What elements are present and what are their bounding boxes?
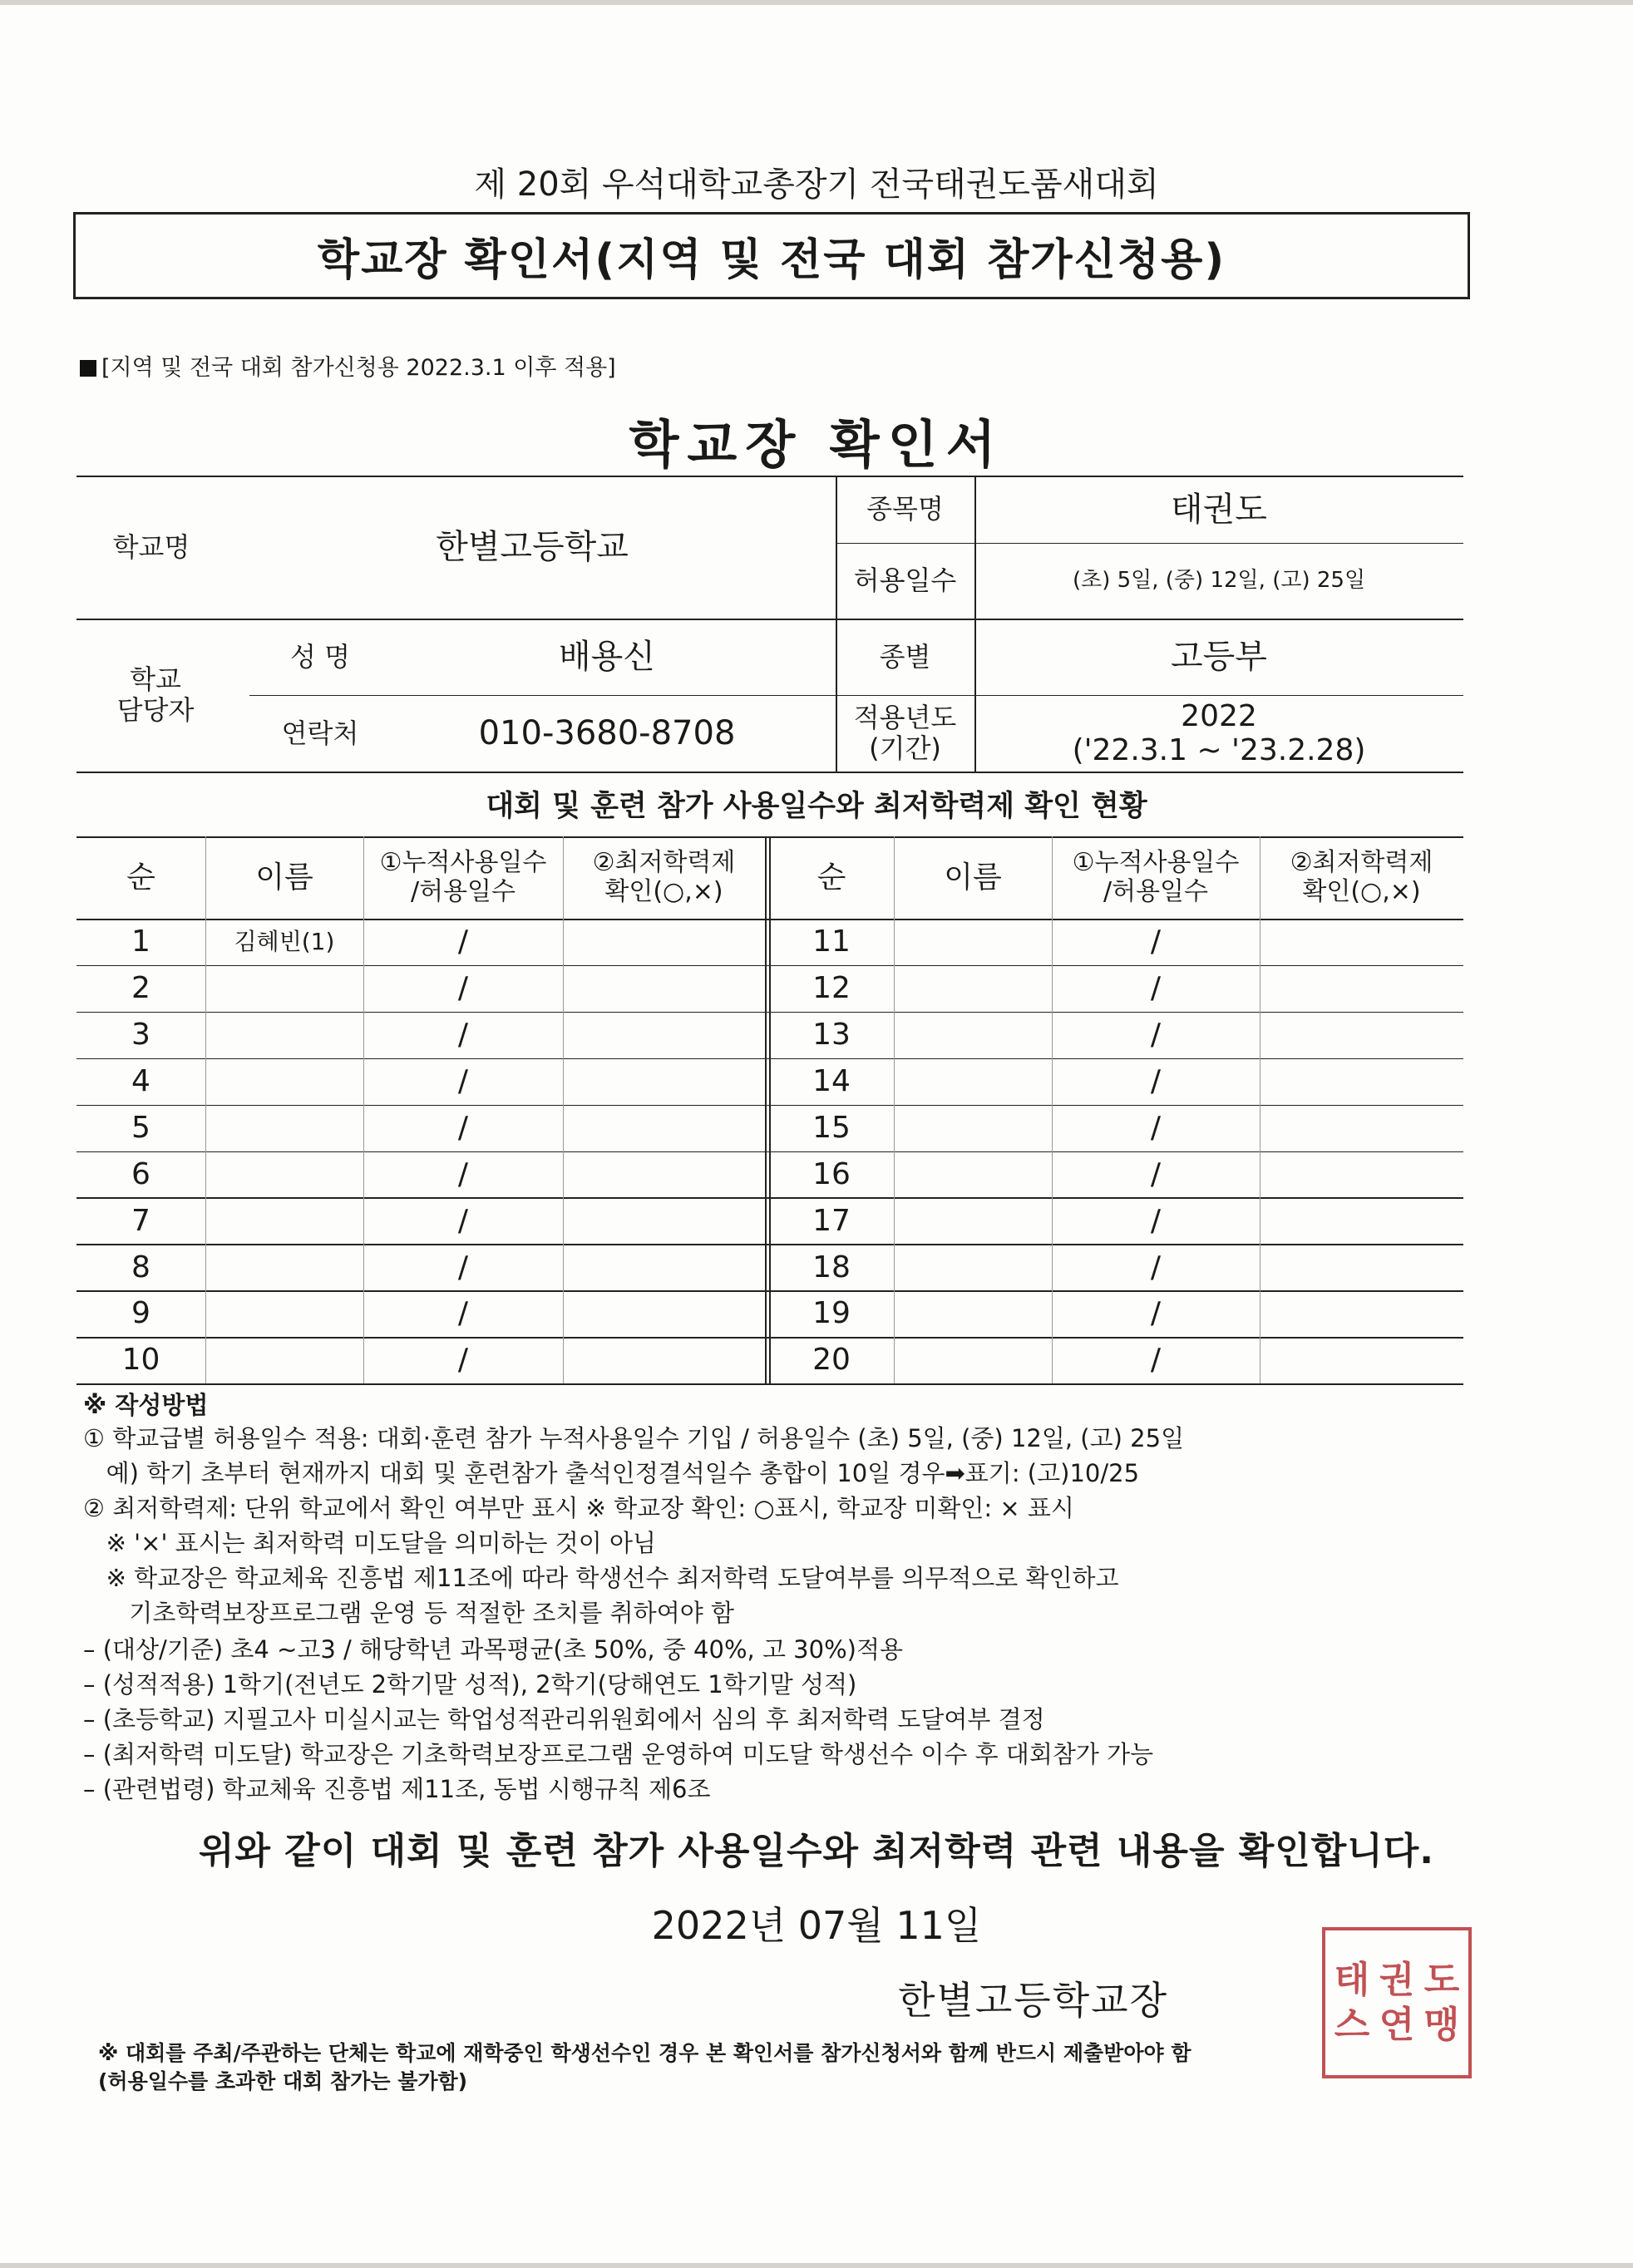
row-days: / xyxy=(1150,1250,1162,1284)
column-divider xyxy=(563,836,564,1383)
row-name xyxy=(205,1337,363,1383)
seal-glyph: 연 xyxy=(1379,2004,1415,2046)
row-name xyxy=(894,1058,1052,1105)
row-no: 17 xyxy=(812,1203,851,1238)
row-days: / xyxy=(457,924,469,959)
seal-glyph: 스 xyxy=(1334,2004,1370,2046)
column-divider xyxy=(205,836,206,1383)
row-days: / xyxy=(457,971,469,1006)
status-title: 대회 및 훈련 참가 사용일수와 최저학력제 확인 현황 xyxy=(486,790,1147,823)
row-no: 13 xyxy=(812,1018,851,1053)
row-days: / xyxy=(457,1018,469,1053)
row-check xyxy=(1260,1058,1463,1105)
main-title: 학교장 확인서 xyxy=(629,414,1004,475)
row-name xyxy=(205,1290,363,1337)
seal-glyph: 맹 xyxy=(1423,2004,1460,2046)
school-name: 한별고등학교 xyxy=(436,528,629,566)
row-no: 14 xyxy=(812,1063,851,1098)
row-name xyxy=(894,1151,1052,1198)
school-label: 학교명 xyxy=(112,530,190,563)
col-days-right: ①누적사용일수 /허용일수 xyxy=(1072,848,1240,906)
col-days-left: ①누적사용일수 /허용일수 xyxy=(379,848,547,906)
row-check xyxy=(563,1197,765,1244)
row-check xyxy=(563,1151,765,1198)
col-no-right: 순 xyxy=(816,860,846,895)
row-check xyxy=(563,1290,765,1337)
row-no: 10 xyxy=(121,1343,160,1378)
form-title: 학교장 확인서(지역 및 전국 대회 참가신청용) xyxy=(73,212,1470,299)
column-divider xyxy=(363,836,364,1383)
row-days: / xyxy=(457,1203,469,1238)
method-line: 기초학력보장프로그램 운영 등 적절한 조치를 취하여야 함 xyxy=(83,1599,734,1627)
row-check xyxy=(1260,1197,1463,1244)
method-line: ② 최저학력제: 단위 학교에서 확인 여부만 표시 ※ 학교장 확인: ○표시, 학교장 미확인: × 표시 xyxy=(83,1494,1074,1522)
seal-glyph: 권 xyxy=(1379,1959,1415,2001)
row-no: 6 xyxy=(131,1156,150,1191)
row-name xyxy=(205,1058,363,1105)
row-name xyxy=(894,1337,1052,1383)
row-name xyxy=(894,919,1052,965)
row-name: 김혜빈(1) xyxy=(234,927,335,955)
row-days: / xyxy=(1150,1110,1162,1145)
row-no: 7 xyxy=(131,1203,150,1238)
footnote-1: ※ 대회를 주최/주관하는 단체는 학교에 재학중인 학생선수인 경우 본 확인서를 참가신청서와 함께 반드시 제출받아야 함 xyxy=(98,2041,1191,2065)
method-line: 예) 학기 초부터 현재까지 대회 및 훈련참가 출석인정결석일수 총합이 10일 경우➡표기: (고)10/25 xyxy=(83,1459,1140,1487)
method-line: – (관련법령) 학교체육 진흥법 제11조, 동법 시행규칙 제6조 xyxy=(83,1775,711,1803)
column-divider xyxy=(894,836,895,1383)
row-days: / xyxy=(1150,1203,1162,1238)
row-name xyxy=(205,1012,363,1058)
row-check xyxy=(1260,1151,1463,1198)
name-label: 성 명 xyxy=(290,640,350,673)
row-name xyxy=(205,1197,363,1244)
phone-value: 010-3680-8708 xyxy=(478,714,736,752)
row-days: / xyxy=(457,1296,469,1331)
row-name xyxy=(205,965,363,1012)
method-line: ※ 학교장은 학교체육 진흥법 제11조에 따라 학생선수 최저학력 도달여부를 의무적으로 확인하고 xyxy=(83,1564,1119,1592)
official-seal xyxy=(1322,1927,1472,2078)
square-bullet-icon xyxy=(80,360,96,377)
col-check-left: ②최저학력제 확인(○,×) xyxy=(592,848,736,906)
category-value: 고등부 xyxy=(1171,638,1267,676)
column-divider xyxy=(1260,836,1261,1383)
event-label: 종목명 xyxy=(866,493,944,525)
row-days: / xyxy=(1150,1343,1162,1378)
method-line: ① 학교급별 허용일수 적용: 대회·훈련 참가 누적사용일수 기입 / 허용일수 (초) 5일, (중) 12일, (고) 25일 xyxy=(83,1424,1185,1452)
allowed-days-label: 허용일수 xyxy=(853,565,957,597)
date: 2022년 07월 11일 xyxy=(651,1903,982,1948)
row-name xyxy=(205,1244,363,1290)
row-check xyxy=(563,1337,765,1383)
phone-label: 연락처 xyxy=(281,717,359,749)
row-name xyxy=(894,1105,1052,1151)
row-no: 5 xyxy=(131,1110,150,1145)
method-line: – (초등학교) 지필고사 미실시교는 학업성적관리위원회에서 심의 후 최저학력 도달여부 결정 xyxy=(83,1705,1045,1733)
row-name xyxy=(894,1290,1052,1337)
bottom-edge xyxy=(0,2263,1633,2268)
row-check xyxy=(563,1244,765,1290)
row-no: 8 xyxy=(131,1250,150,1284)
row-no: 16 xyxy=(812,1156,851,1191)
seal-glyph: 도 xyxy=(1423,1959,1460,2001)
top-edge xyxy=(0,0,1633,5)
col-check-right: ②최저학력제 확인(○,×) xyxy=(1290,848,1433,906)
method-line: – (최저학력 미도달) 학교장은 기초학력보장프로그램 운영하여 미도달 학생선수 이수 후 대회참가 가능 xyxy=(83,1740,1154,1768)
row-no: 15 xyxy=(812,1110,851,1145)
row-days: / xyxy=(1150,1296,1162,1331)
row-days: / xyxy=(457,1343,469,1378)
row-name xyxy=(894,1244,1052,1290)
row-check xyxy=(563,1105,765,1151)
confirm-text: 위와 같이 대회 및 훈련 참가 사용일수와 최저학력 관련 내용을 확인합니다. xyxy=(198,1830,1434,1872)
notice xyxy=(80,349,616,382)
method-heading: ※ 작성방법 xyxy=(83,1391,209,1419)
row-check xyxy=(563,1012,765,1058)
row-no: 11 xyxy=(812,924,851,959)
row-no: 20 xyxy=(812,1343,851,1378)
row-check xyxy=(1260,1337,1463,1383)
row-days: / xyxy=(1150,924,1162,959)
row-days: / xyxy=(457,1063,469,1098)
name-value: 배용신 xyxy=(559,638,655,676)
notice-text: [지역 및 전국 대회 참가신청용 2022.3.1 이후 적용] xyxy=(101,355,616,381)
row-check xyxy=(1260,1244,1463,1290)
row-no: 1 xyxy=(131,924,150,959)
category-label: 종별 xyxy=(879,640,931,673)
signer: 한별고등학교장 xyxy=(898,1978,1169,2023)
row-days: / xyxy=(457,1110,469,1145)
row-no: 12 xyxy=(812,971,851,1006)
row-check xyxy=(1260,919,1463,965)
row-no: 4 xyxy=(131,1063,150,1098)
row-days: / xyxy=(1150,1156,1162,1191)
row-check xyxy=(563,1058,765,1105)
row-days: / xyxy=(1150,971,1162,1006)
footnote-2: (허용일수를 초과한 대회 참가는 불가함) xyxy=(98,2069,468,2093)
row-days: / xyxy=(457,1250,469,1284)
row-no: 3 xyxy=(131,1018,150,1053)
row-name xyxy=(894,1197,1052,1244)
column-divider xyxy=(1052,836,1053,1383)
row-no: 2 xyxy=(131,971,150,1006)
row-name xyxy=(205,1151,363,1198)
row-check xyxy=(1260,965,1463,1012)
method-line: ※ '×' 표시는 최저학력 미도달을 의미하는 것이 아님 xyxy=(83,1529,656,1557)
method-line: – (대상/기준) 초4 ~고3 / 해당학년 과목평균(초 50%, 중 40%, 고 30%)적용 xyxy=(83,1635,903,1664)
apply-year-value: 2022 ('22.3.1 ~ '23.2.28) xyxy=(1072,698,1366,767)
col-name-left: 이름 xyxy=(255,860,313,895)
row-days: / xyxy=(457,1156,469,1191)
row-check xyxy=(1260,1012,1463,1058)
row-name xyxy=(205,1105,363,1151)
row-check xyxy=(563,965,765,1012)
row-days: / xyxy=(1150,1018,1162,1053)
row-check xyxy=(563,919,765,965)
row-days: / xyxy=(1150,1063,1162,1098)
row-no: 19 xyxy=(812,1296,851,1331)
row-check xyxy=(1260,1105,1463,1151)
col-no-left: 순 xyxy=(126,860,155,895)
allowed-days-value: (초) 5일, (중) 12일, (고) 25일 xyxy=(1072,567,1366,593)
apply-year-label: 적용년도 (기간) xyxy=(853,702,957,764)
row-no: 18 xyxy=(812,1250,851,1284)
row-check xyxy=(1260,1290,1463,1337)
event-title: 제 20회 우석대학교총장기 전국태권도품새대회 xyxy=(474,165,1159,204)
event-value: 태권도 xyxy=(1171,490,1267,529)
row-no: 9 xyxy=(131,1296,150,1331)
row-name xyxy=(894,965,1052,1012)
row-name xyxy=(894,1012,1052,1058)
contact-person-label: 학교 담당자 xyxy=(116,663,195,726)
seal-glyph: 태 xyxy=(1334,1959,1370,2001)
col-name-right: 이름 xyxy=(944,860,1002,895)
method-line: – (성적적용) 1학기(전년도 2학기말 성적), 2학기(당해연도 1학기말 성적) xyxy=(83,1670,857,1699)
